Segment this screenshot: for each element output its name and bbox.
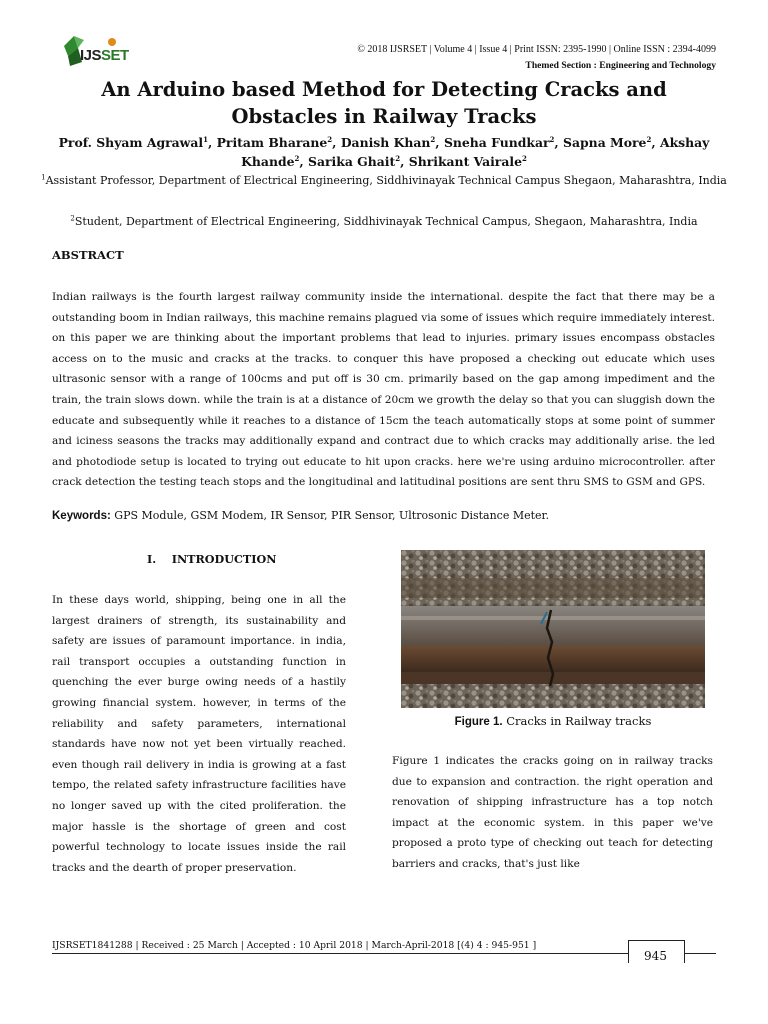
affiliation-1 bbox=[40, 171, 728, 191]
abstract-body: Indian railways is the fourth largest railway community inside the international. despite the fact that there may be a outstanding boom in Indian railways, this machine remains plagued via some of issues which require immediately interest. on this paper we are thinking about the important problems that lead to injuries. primary issues encompass obstacles access on to the music and cracks at the tracks. to conquer this have proposed a checking out educate which uses ultrasonic sensor with a range of 100cms and put off is 30 cm. primarily based on the gap among impediment and the train, the train slows down. while the train is at a distance of 20cm we growth the delay so that you can sluggish down the educate and subsequently while it reaches to a distance of 15cm the teach automatically stops at some point of summer and iciness seasons the tracks may additionally expand and contract due to which cracks may additionally arise. the led and photodiode setup is located to trying out educate to hit upon cracks. here we're using arduino microcontroller. after crack detection the testing teach stops and the longitudinal and latitudinal positions are sent thru SMS to GSM and GPS. bbox=[52, 291, 715, 489]
paper-title-line1: An Arduino based Method for Detecting Cracks and bbox=[101, 78, 667, 101]
themed-section: Themed Section : Engineering and Technology bbox=[525, 60, 716, 71]
affiliation-2-sup: 2 bbox=[70, 214, 75, 223]
author-name: Sapna More bbox=[563, 135, 647, 150]
author-separator: , bbox=[554, 135, 564, 150]
author-separator: , bbox=[207, 135, 217, 150]
author-name: Prof. Shyam Agrawal bbox=[58, 135, 204, 150]
figure-label: Figure 1. bbox=[454, 716, 503, 728]
affiliation-1-text: Assistant Professor, Department of Electrical Engineering, Siddhivinayak Technical Campus Shegaon, Maharashtra, India bbox=[45, 174, 727, 187]
logo-text-a: IJS bbox=[80, 47, 102, 64]
affiliation-1-sup: 1 bbox=[41, 173, 46, 182]
author-name: Sarika Ghait bbox=[308, 154, 396, 169]
figure-caption bbox=[400, 714, 706, 728]
paper-title bbox=[0, 76, 768, 130]
author-separator: , bbox=[299, 154, 309, 169]
logo-text-b: SET bbox=[101, 47, 129, 64]
right-column-body: Figure 1 indicates the cracks going on in railway tracks due to expansion and contraction. the right operation and renovation of shipping infrastructure has a top notch impact at the economic system. in this paper we've proposed a proto type of checking out teach for detecting barriers and cracks, that's just like bbox=[392, 755, 713, 870]
author-name: Shrikant Vairale bbox=[408, 154, 522, 169]
affiliation-2-text: Student, Department of Electrical Engineering, Siddhivinayak Technical Campus, Shegaon, Maharashtra, India bbox=[74, 215, 698, 228]
author-affiliation-sup: 2 bbox=[430, 134, 436, 144]
author-affiliation-sup: 2 bbox=[646, 134, 652, 144]
figure-caption-text: Cracks in Railway tracks bbox=[502, 714, 652, 728]
author-separator: , bbox=[435, 135, 444, 150]
author-affiliation-sup: 2 bbox=[294, 153, 300, 163]
footer-rule bbox=[52, 953, 716, 954]
keywords bbox=[52, 509, 549, 522]
author-affiliation-sup: 2 bbox=[327, 134, 333, 144]
author-affiliation-sup: 2 bbox=[521, 153, 527, 163]
journal-info: © 2018 IJSRSET | Volume 4 | Issue 4 | Print ISSN: 2395-1990 | Online ISSN : 2394-4099 bbox=[357, 44, 716, 55]
page-number: 945 bbox=[644, 949, 667, 963]
author-name: Danish Khan bbox=[340, 135, 431, 150]
author-name: Pritam Bharane bbox=[216, 135, 328, 150]
keywords-text: GPS Module, GSM Modem, IR Sensor, PIR Sensor, Ultrosonic Distance Meter. bbox=[110, 509, 550, 522]
author-separator: , bbox=[400, 154, 409, 169]
author-name: Akshay Khande bbox=[241, 135, 710, 169]
journal-logo-text bbox=[80, 47, 129, 64]
author-affiliation-sup: 2 bbox=[549, 134, 555, 144]
figure-railway-crack-photo bbox=[401, 550, 705, 708]
section-heading-introduction: I. INTRODUCTION bbox=[147, 552, 277, 566]
keywords-label: Keywords: bbox=[52, 510, 111, 522]
affiliation-2 bbox=[40, 212, 728, 232]
author-separator: , bbox=[332, 135, 341, 150]
author-list bbox=[40, 133, 728, 171]
author-affiliation-sup: 2 bbox=[395, 153, 401, 163]
paper-title-line2: Obstacles in Railway Tracks bbox=[231, 105, 537, 128]
author-separator: , bbox=[651, 135, 660, 150]
author-affiliation-sup: 1 bbox=[203, 134, 208, 144]
author-name: Sneha Fundkar bbox=[443, 135, 550, 150]
abstract-heading: ABSTRACT bbox=[52, 248, 124, 262]
introduction-body: In these days world, shipping, being one in all the largest drainers of strength, its sustainability and safety are issues of paramount importance. in india, rail transport occupies a outstanding function in quenching the ever burge owing needs of a hastily growing financial system. however, in terms of the reliability and safety parameters, international standards have now not yet been virtually reached. even though rail delivery in india is growing at a fast tempo, the related safety infrastructure facilities have no longer saved up with the cited proliferation. the major hassle is the shortage of green and cost powerful technology to locate issues inside the rail tracks and the dearth of proper preservation. bbox=[52, 594, 346, 874]
footer-citation: IJSRSET1841288 | Received : 25 March | Accepted : 10 April 2018 | March-April-2018 [(4) 4 : 945-951 ] bbox=[52, 940, 537, 951]
